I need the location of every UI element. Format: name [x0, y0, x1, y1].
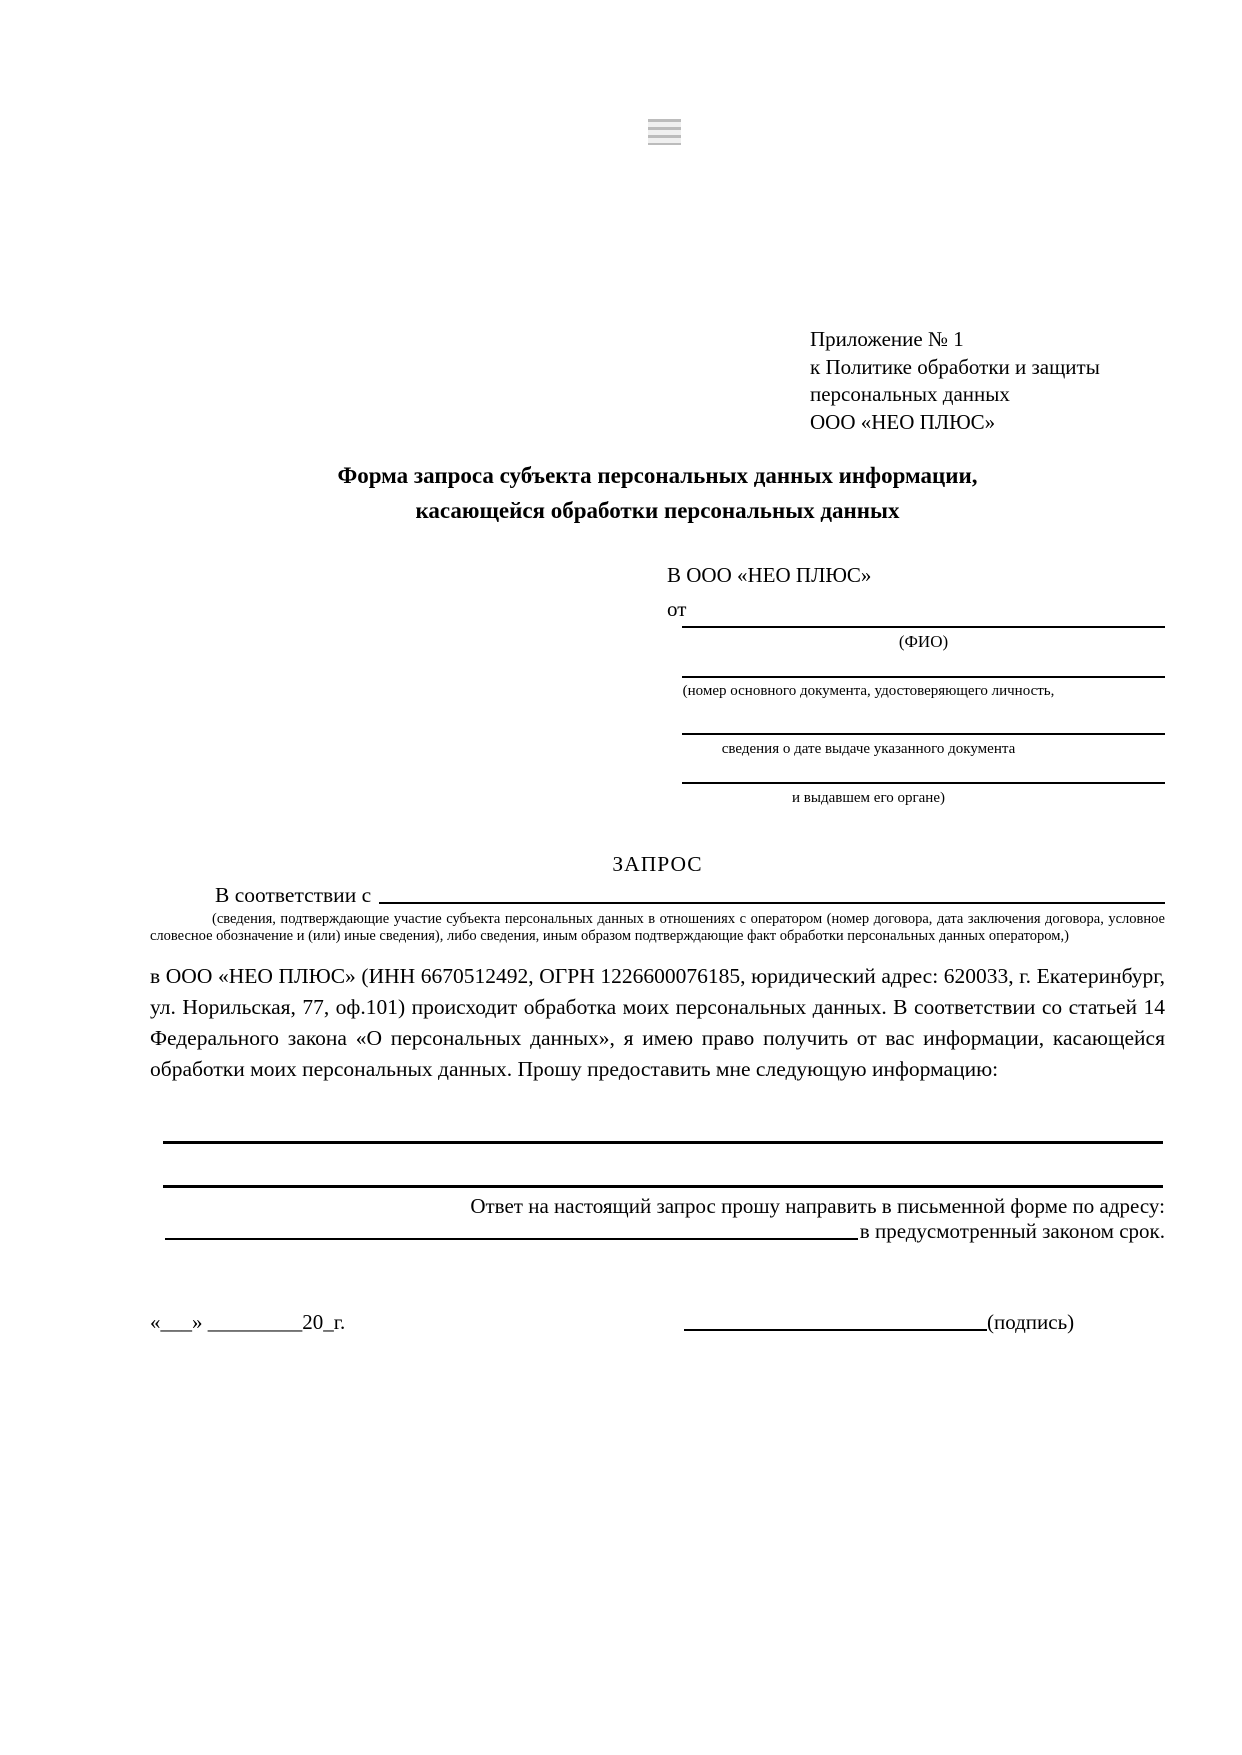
document-title-line2: касающейся обработки персональных данных [415, 498, 900, 523]
appendix-block [810, 326, 1100, 436]
appendix-line: Приложение № 1 [810, 327, 964, 351]
request-body-paragraph: в ООО «НЕО ПЛЮС» (ИНН 6670512492, ОГРН 1226600076185, юридический адрес: 620033, г. Екатеринбург, ул. Норильская, 77, оф.101) происходит обработка моих персональных данных. В соответствии со статьей 14 Федерального закона «О персональных данных», я имею право получить от вас информации, касающейся обработки моих персональных данных. Прошу предоставить мне следующую информацию: [150, 964, 1165, 1081]
signature-blank-field[interactable] [684, 1329, 987, 1331]
issuing-authority-caption: и выдавшем его органе) [792, 790, 945, 806]
addressee-from-label: от [667, 597, 687, 621]
fio-blank-field[interactable] [682, 626, 1165, 628]
appendix-line: персональных данных [810, 382, 1010, 406]
addressee-to: В ООО «НЕО ПЛЮС» [667, 563, 872, 587]
request-heading: ЗАПРОС [612, 852, 703, 876]
fine-print-note: (сведения, подтверждающие участие субъекта персональных данных в отношениях с оператором (номер договора, дата заключения договора, условное словесное обозначение и (или) иные сведения), либо сведения, иным образом подтверждающие факт обработки персональных данных оператором,) [150, 911, 1165, 944]
requested-info-blank-field-1[interactable] [163, 1141, 1163, 1144]
date-blank-line[interactable]: «___» _________20_г. [150, 1310, 346, 1334]
signature-caption: (подпись) [987, 1310, 1075, 1334]
document-title-line1: Форма запроса субъекта персональных данных информации, [337, 463, 978, 488]
issue-date-blank-field[interactable] [682, 733, 1165, 735]
address-blank-field[interactable] [165, 1238, 858, 1240]
appendix-line: ООО «НЕО ПЛЮС» [810, 409, 996, 434]
answer-instruction-line: Ответ на настоящий запрос прошу направить в письменной форме по адресу: [470, 1194, 1165, 1218]
request-intro-prefix: В соответствии с [215, 883, 372, 907]
answer-term-text: в предусмотренный законом срок. [859, 1219, 1165, 1243]
document-title [150, 458, 1165, 528]
request-intro-row [150, 883, 1165, 908]
fio-caption: (ФИО) [898, 632, 949, 651]
addressee-block [667, 558, 871, 626]
signature-row [684, 1310, 1074, 1335]
answer-address-row [165, 1219, 1165, 1244]
issuing-authority-blank-field[interactable] [682, 782, 1165, 784]
issue-date-caption: сведения о дате выдаче указанного документа [721, 741, 1016, 757]
requested-info-blank-field-2[interactable] [163, 1185, 1163, 1188]
image-placeholder-icon [648, 119, 681, 145]
document-number-caption: (номер основного документа, удостоверяющего личность, [682, 683, 1055, 699]
document-number-blank-field[interactable] [682, 676, 1165, 678]
appendix-line: к Политике обработки и защиты [810, 354, 1100, 379]
basis-blank-field[interactable] [379, 902, 1165, 904]
